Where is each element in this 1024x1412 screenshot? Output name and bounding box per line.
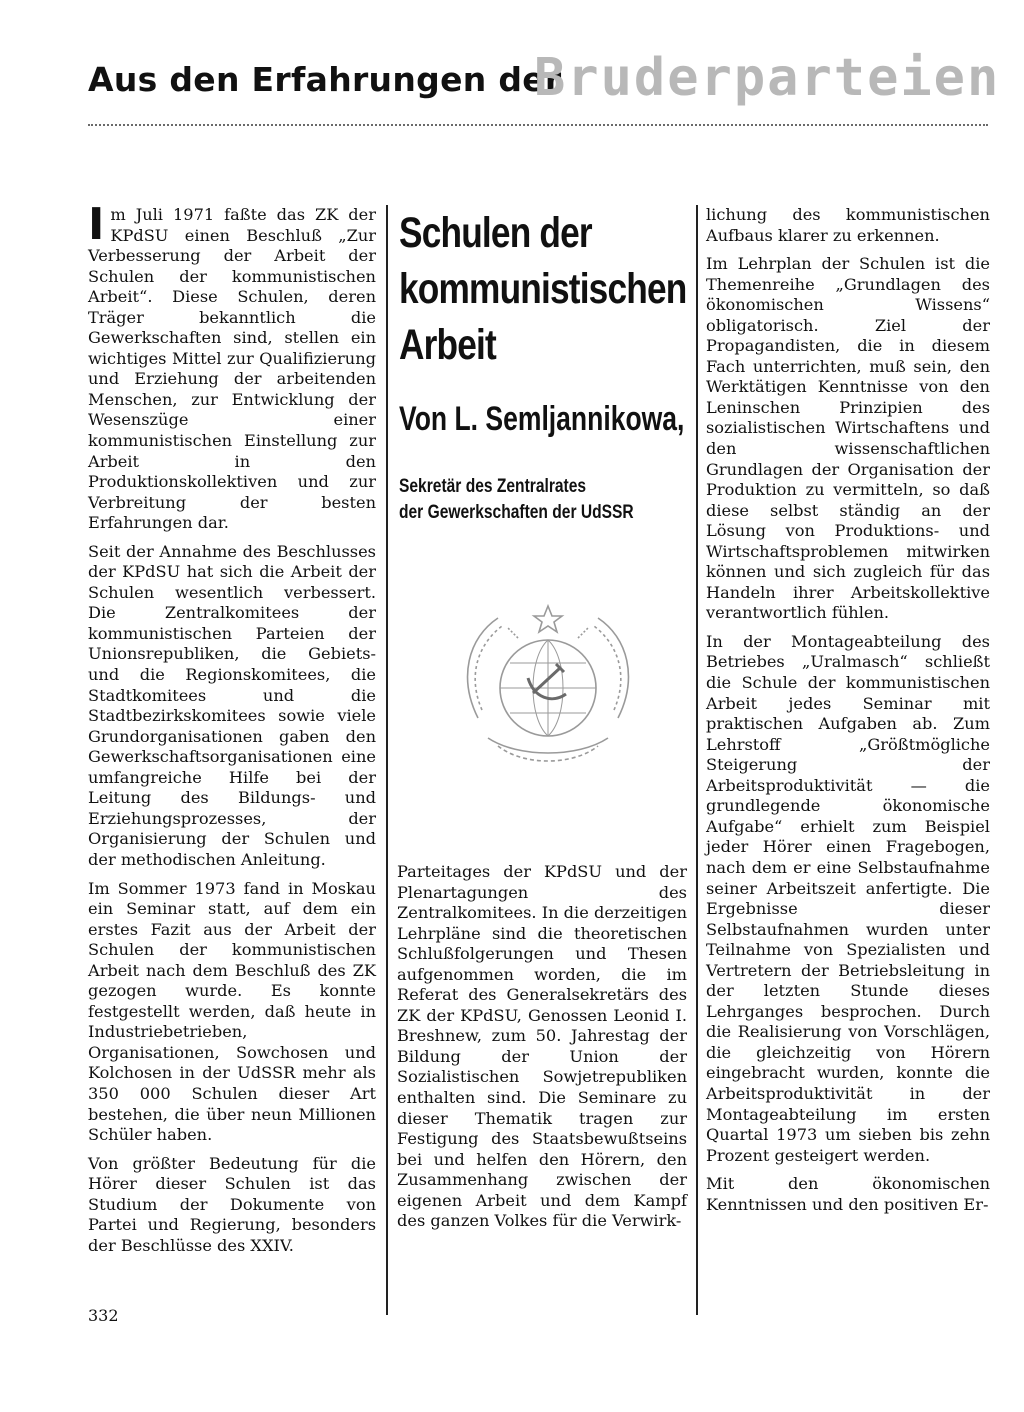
author-role-line: Sekretär des Zentralrates <box>399 476 587 497</box>
text-column-2 <box>397 862 687 1240</box>
paragraph: Parteitages der KPdSU und der Plenartagungen des Zentralkomitees. In die derzeitigen Lehrpläne sind die theoretischen Schlußfolgerungen und Thesen aufgenommen worden, die im Referat des Generalsekretärs des ZK der KPdSU, Genossen Leonid I. Breshnew, zum 50. Jahrestag der Bildung der Union der Sozialistischen Sowjetrepubliken enthalten sind. Die Seminare zu dieser Thematik tragen zur Festigung des Staatsbewußtseins bei und helfen den Hörern, den Zusammenhang zwischen der eigenen Arbeit und dem Kampf des ganzen Volkes für die Verwirk- <box>397 862 687 1231</box>
text-column-3 <box>706 205 990 1223</box>
paragraph: In der Montageabteilung des Betriebes „Uralmasch“ schließt die Schule der kommunistischen Arbeit jedes Seminar mit praktischen Aufgaben ab. Zum Lehrstoff „Größtmögliche Steigerung der Arbeitsproduktivität — die grundlegende ökonomische Aufgabe“ erhielt zum Beispiel jeder Hörer einen Fragebogen, nach dem er eine Selbstaufnahme seiner Arbeitszeit anfertigte. Die Ergebnisse dieser Selbstaufnahmen wurden unter Teilnahme von Spezialisten und Vertretern der Betriebsleitung in der letzten Stunde dieses Lehrganges besprochen. Durch die Realisierung von Vorschlägen, die gleichzeitig von Hörern eingebracht wurden, konnte die Arbeitsproduktivität in der Montageabteilung im ersten Quartal 1973 um sieben bis zehn Prozent gesteigert werden. <box>706 631 990 1165</box>
title-line: kommunistischen <box>399 265 687 313</box>
column-divider <box>696 205 698 1315</box>
text-column-1 <box>88 199 376 1264</box>
paragraph: Im Lehrplan der Schulen ist die Themenreihe „Grundlagen des ökonomischen Wissens“ obligatorisch. Ziel der Propagandisten, die in diesem Fach unterrichten, muß sein, den Werktätigen Kenntnisse von den Leninschen Prinzipien des sozialistischen Wirtschaftens und den wissenschaftlichen Grundlagen der Organisation der Produktion zu vermitteln, so daß diese selbst ständig an der Lösung von Produktions- und Wirtschaftsproblemen mitwirken können und sich zugleich für das Handeln ihrer Arbeitskollektive verantwortlich fühlen. <box>706 254 990 623</box>
title-line: Arbeit <box>399 321 496 369</box>
state-emblem-icon <box>448 598 648 778</box>
paragraph: lichung des kommunistischen Aufbaus klarer zu erkennen. <box>706 205 990 245</box>
article-author: Von L. Semljannikowa, <box>399 400 685 438</box>
paragraph: Von größter Bedeutung für die Hörer dieser Schulen ist das Studium der Dokumente von Partei und Regierung, besonders der Beschlüsse des XXIV. <box>88 1153 376 1255</box>
author-role-line: der Gewerkschaften der UdSSR <box>399 502 634 523</box>
paragraph: Mit den ökonomischen Kenntnissen und den positiven Er- <box>706 1174 990 1214</box>
title-line: Schulen der <box>399 209 592 257</box>
section-heading-faded: Bruderparteien <box>534 48 1001 108</box>
paragraph: Im Juli 1971 faßte das ZK der KPdSU einen Beschluß „Zur Verbesserung der Arbeit der Schulen der kommunistischen Arbeit“. Diese Schulen, deren Träger bekanntlich die Gewerkschaften sind, stellen ein wichtiges Mittel zur Qualifizierung und Erziehung der arbeitenden Menschen, zur Entwicklung der Wesenszüge einer kommunistischen Einstellung zur Arbeit in den Produktionskollektiven und zur Verbreitung der besten Erfahrungen dar. <box>88 199 376 533</box>
paragraph: Im Sommer 1973 fand in Moskau ein Seminar statt, auf dem ein erstes Fazit aus der Arbeit der Schulen der kommunistischen Arbeit nach dem Beschluß des ZK gezogen wurde. Es konnte festgestellt werden, daß heute in Industriebetrieben, Organisationen, Sowchosen und Kolchosen in der UdSSR mehr als 350 000 Schulen dieser Art bestehen, die über neun Millionen Schüler haben. <box>88 878 376 1145</box>
header-rule <box>88 124 988 126</box>
author-role <box>399 474 634 526</box>
page-number: 332 <box>88 1306 119 1325</box>
section-heading: Aus den Erfahrungen der <box>88 60 562 99</box>
drop-cap: I <box>88 199 105 250</box>
article-title <box>399 205 694 373</box>
paragraph: Seit der Annahme des Beschlusses der KPdSU hat sich die Arbeit der Schulen wesentlich verbessert. Die Zentralkomitees der kommunistischen Parteien der Unionsrepubliken, die Gebiets- und die Regionskomitees, die Stadtkomitees und die Stadtbezirkskomitees sowie viele Grundorganisationen gaben den Gewerkschaftsorganisationen eine umfangreiche Hilfe bei der Leitung des Bildungs- und Erziehungsprozesses, der Organisierung der Schulen und der methodischen Anleitung. <box>88 541 376 869</box>
column-divider <box>386 205 388 1315</box>
